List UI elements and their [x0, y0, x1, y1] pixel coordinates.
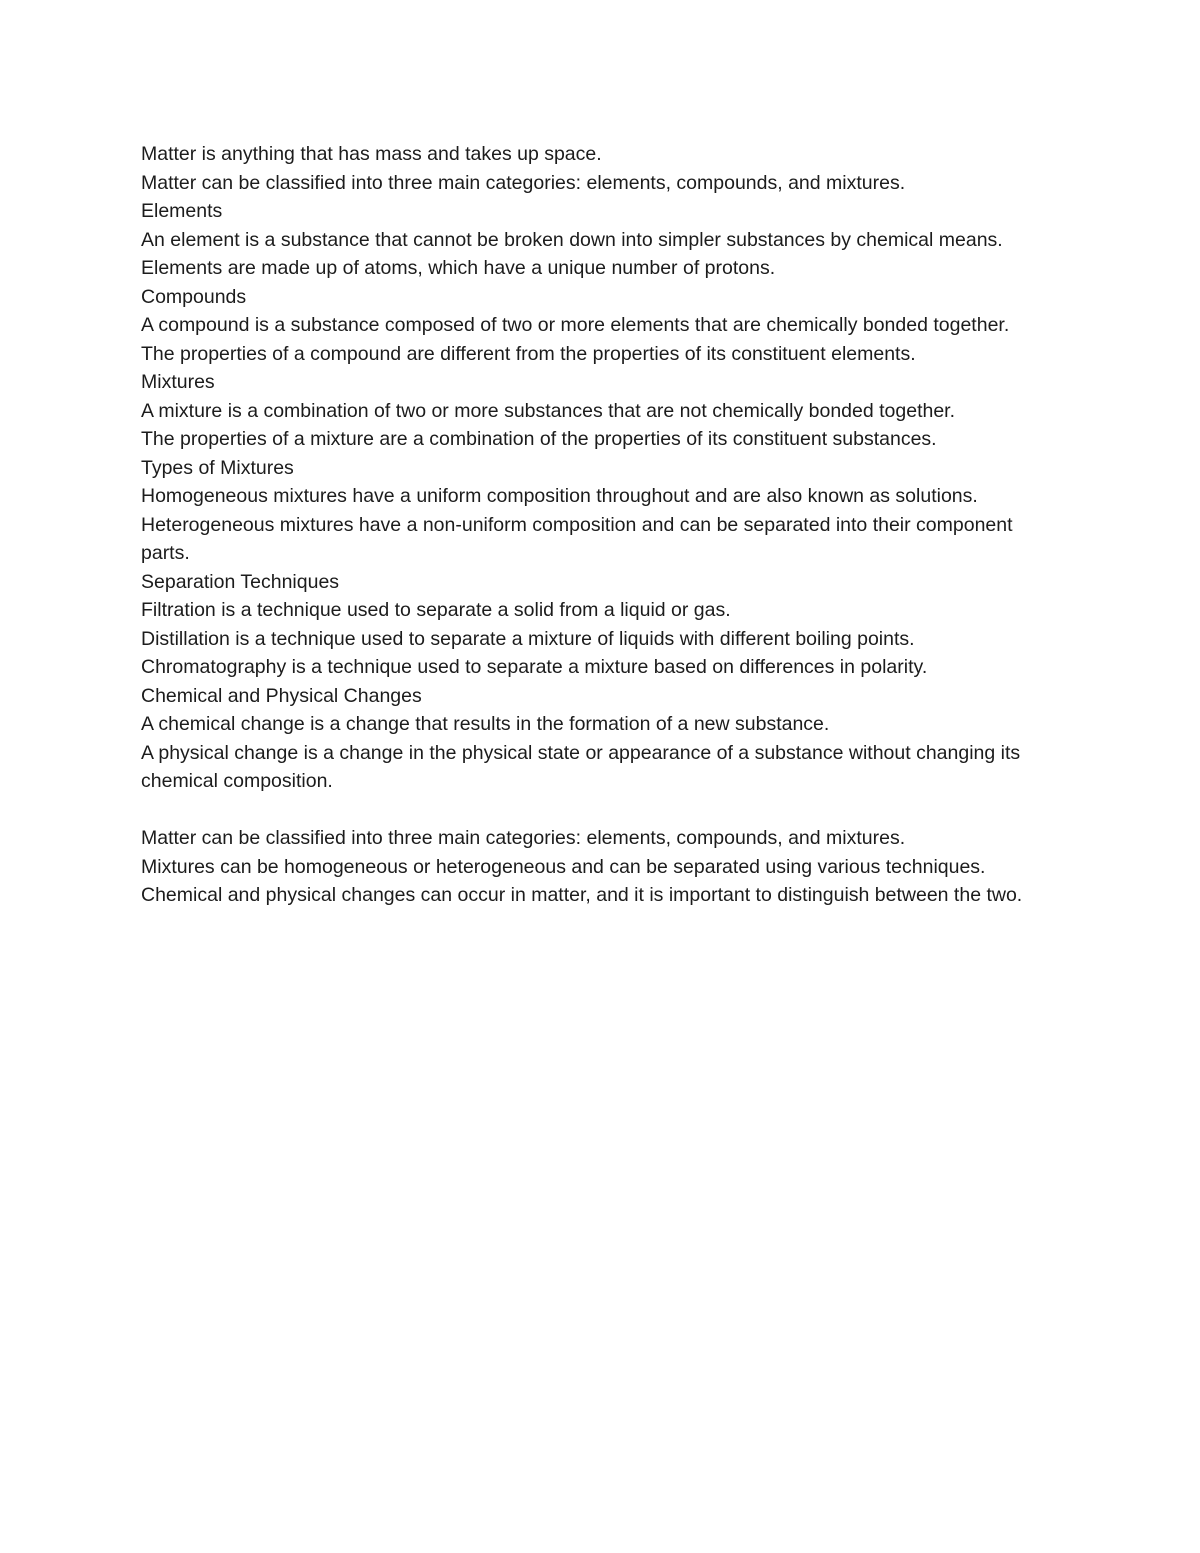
- paragraph-heterogeneous: Heterogeneous mixtures have a non-uniform composition and can be separated into their component parts.: [141, 513, 1013, 564]
- paragraph-homogeneous: Homogeneous mixtures have a uniform composition throughout and are also known as solutions.: [141, 485, 978, 507]
- paragraph-distillation: Distillation is a technique used to separate a mixture of liquids with different boiling points.: [141, 627, 915, 650]
- heading-types-of-mixtures: Types of Mixtures: [141, 456, 294, 479]
- paragraph-chromatography: Chromatography is a technique used to separate a mixture based on differences in polarity.: [141, 656, 928, 678]
- heading-compounds: Compounds: [141, 285, 247, 308]
- summary-changes: Chemical and physical changes can occur in matter, and it is important to distinguish between the two.: [141, 884, 1023, 906]
- paragraph-chemical-change: A chemical change is a change that results in the formation of a new substance.: [141, 713, 830, 735]
- heading-elements: Elements: [141, 200, 223, 222]
- paragraph-matter-definition: Matter is anything that has mass and takes up space.: [141, 143, 602, 165]
- summary-mixtures: Mixtures can be homogeneous or heterogeneous and can be separated using various techniques.: [141, 855, 986, 878]
- paragraph-physical-change: A physical change is a change in the physical state or appearance of a substance without changing its chemical composition.: [141, 741, 1021, 792]
- document-body: [141, 140, 1061, 910]
- paragraph-element-definition: An element is a substance that cannot be broken down into simpler substances by chemical means.: [141, 228, 1003, 251]
- blank-line: [141, 796, 1061, 825]
- paragraph-compound-properties: The properties of a compound are different from the properties of its constituent elements.: [141, 342, 916, 365]
- paragraph-matter-classification: Matter can be classified into three main categories: elements, compounds, and mixtures.: [141, 171, 906, 194]
- heading-chemical-physical-changes: Chemical and Physical Changes: [141, 684, 422, 707]
- paragraph-filtration: Filtration is a technique used to separate a solid from a liquid or gas.: [141, 599, 731, 621]
- paragraph-element-atoms: Elements are made up of atoms, which have a unique number of protons.: [141, 257, 776, 279]
- heading-mixtures: Mixtures: [141, 371, 215, 393]
- paragraph-mixture-properties: The properties of a mixture are a combination of the properties of its constituent substances.: [141, 428, 937, 450]
- paragraph-mixture-definition: A mixture is a combination of two or more substances that are not chemically bonded together.: [141, 399, 956, 422]
- heading-separation-techniques: Separation Techniques: [141, 570, 340, 593]
- summary-classification: Matter can be classified into three main categories: elements, compounds, and mixtures.: [141, 827, 906, 849]
- paragraph-compound-definition: A compound is a substance composed of two or more elements that are chemically bonded together.: [141, 314, 1010, 336]
